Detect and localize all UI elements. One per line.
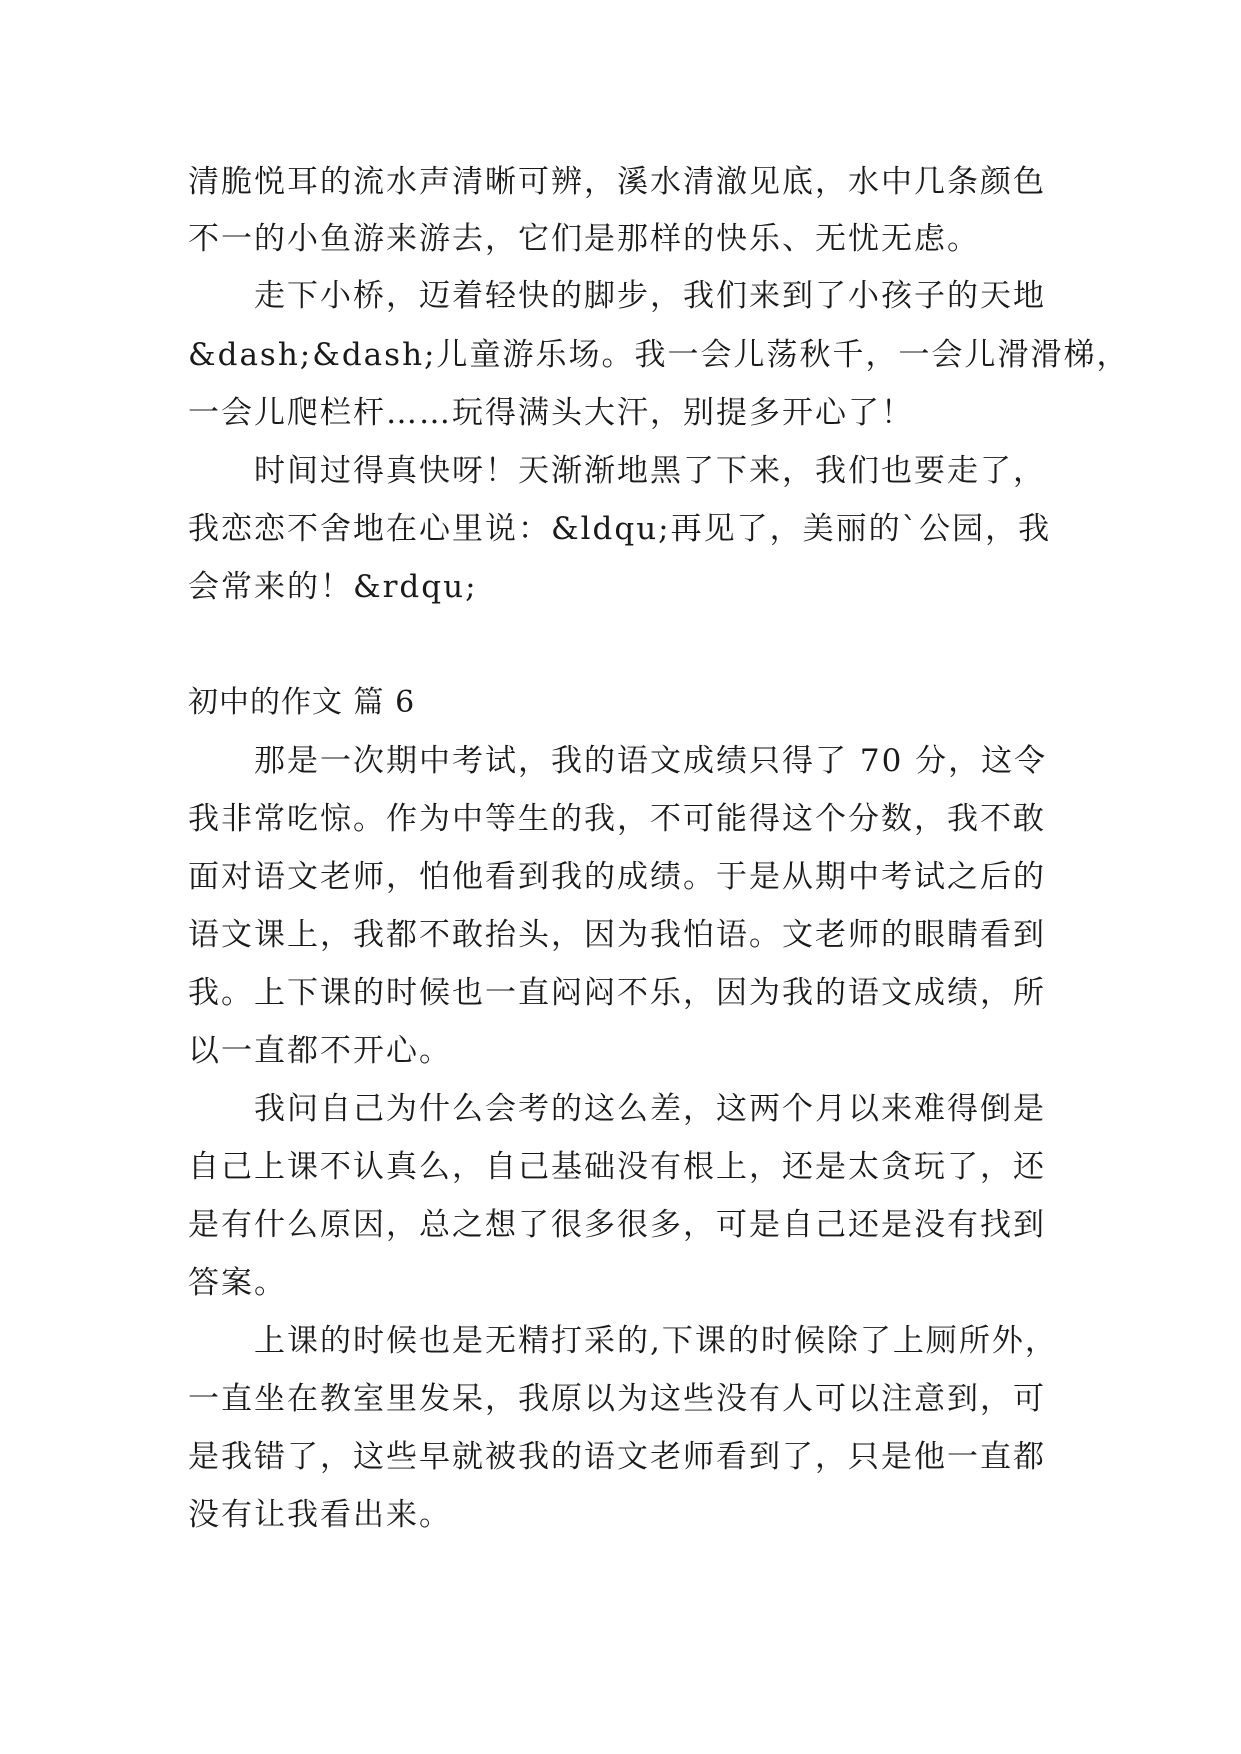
text-line: 答案。 [188,1265,287,1301]
text-line: 清脆悦耳的流水声清晰可辨，溪水清澈见底，水中几条颜色 [188,164,1046,200]
text-line: 我问自己为什么会考的这么差，这两个月以来难得倒是 [188,1091,1046,1127]
text-line: &dash;&dash;儿童游乐场。我一会儿荡秋千，一会儿滑滑梯， [188,337,1130,373]
text-line: 没有让我看出来。 [188,1497,452,1533]
text-line: 一会儿爬栏杆……玩得满头大汗，别提多开心了！ [188,395,914,431]
text-line: 会常来的！&rdqu; [188,569,478,605]
text-line: 我。上下课的时候也一直闷闷不乐，因为我的语文成绩，所 [188,975,1046,1011]
text-line: 走下小桥，迈着轻快的脚步，我们来到了小孩子的天地 [188,278,1046,314]
text-line: 时间过得真快呀！天渐渐地黑了下来，我们也要走了， [188,453,1046,489]
text-line: 以一直都不开心。 [188,1033,452,1069]
text-line: 语文课上，我都不敢抬头，因为我怕语。文老师的眼睛看到 [188,917,1046,953]
text-line: 我恋恋不舍地在心里说：&ldqu;再见了，美丽的`公园，我 [188,511,1052,547]
text-line: 不一的小鱼游来游去，它们是那样的快乐、无忧无虑。 [188,221,980,257]
text-line: 是有什么原因，总之想了很多很多，可是自己还是没有找到 [188,1207,1046,1243]
text-line: 是我错了，这些早就被我的语文老师看到了，只是他一直都 [188,1439,1046,1475]
text-line: 那是一次期中考试，我的语文成绩只得了 70 分，这令 [188,743,1048,779]
text-line: 我非常吃惊。作为中等生的我，不可能得这个分数，我不敢 [188,801,1046,837]
text-line: 自己上课不认真么，自己基础没有根上，还是太贪玩了，还 [188,1149,1046,1185]
text-line: 一直坐在教室里发呆，我原以为这些没有人可以注意到，可 [188,1381,1046,1417]
section-heading: 初中的作文 篇 6 [188,685,416,720]
text-line: 面对语文老师，怕他看到我的成绩。于是从期中考试之后的 [188,859,1046,895]
text-line: 上课的时候也是无精打采的,下课的时候除了上厕所外， [188,1323,1058,1359]
